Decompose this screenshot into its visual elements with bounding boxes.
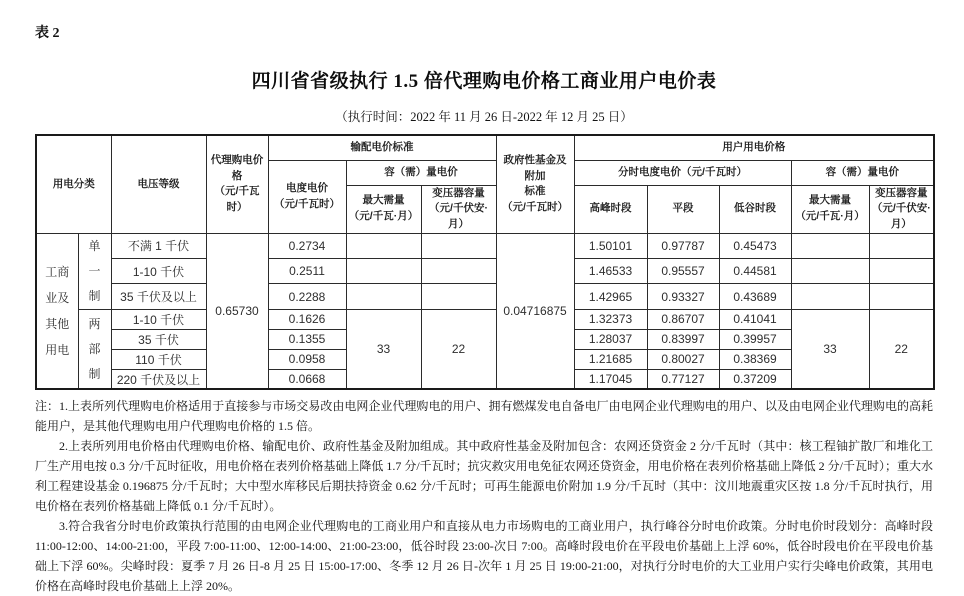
electricity-price-table [35, 134, 935, 390]
flat-price-cell: 0.80027 [647, 349, 719, 369]
header-max-demand-user-line1: 最大需量 [809, 194, 852, 207]
valley-price-cell: 0.43689 [719, 284, 791, 309]
page-title: 四川省省级执行 1.5 倍代理购电价格工商业用户电价表 [251, 71, 717, 92]
flat-price-cell: 0.93327 [647, 284, 719, 309]
header-max-demand-user-line2: （元/千瓦·月） [795, 210, 865, 223]
header-flat-period: 平段 [647, 185, 719, 233]
gov-fund-cell: 0.04716875 [496, 233, 574, 389]
notes-section [35, 396, 933, 596]
table-row-2 [36, 259, 934, 284]
empty-max-demand-cell [346, 233, 421, 258]
voltage-cell: 35 千伏及以上 [111, 284, 206, 309]
header-user-price-group: 用户用电价格 [574, 135, 934, 160]
header-transformer-user-line1: 变压器容量 [875, 186, 928, 199]
header-usage-category: 用电分类 [36, 135, 111, 233]
two-part-system-cell [78, 309, 111, 389]
header-row-1 [36, 135, 934, 160]
energy-price-cell: 0.1626 [268, 309, 346, 329]
peak-price-cell: 1.42965 [574, 284, 647, 309]
header-energy-price-line1: 电度电价 [286, 181, 328, 194]
peak-price-cell: 1.32373 [574, 309, 647, 329]
valley-price-cell: 0.39957 [719, 329, 791, 349]
empty-transformer-cell [421, 259, 496, 284]
table-header [36, 135, 934, 233]
energy-price-cell: 0.2734 [268, 233, 346, 258]
header-gov-fund-line1: 政府性基金及附加 [503, 153, 567, 182]
header-max-demand-line2: （元/千瓦·月） [348, 210, 419, 223]
category-text: 工商业及其他用电 [45, 265, 70, 357]
empty-transformer-cell [421, 233, 496, 258]
header-transformer-user-line2: （元/千伏安·月） [871, 202, 931, 230]
header-max-demand-line1: 最大需量 [362, 194, 405, 207]
header-capacity-group-transmission: 容（需）量电价 [346, 160, 496, 185]
single-system-text: 单一制 [88, 238, 101, 303]
header-capacity-group-user: 容（需）量电价 [791, 160, 934, 185]
header-gov-fund-line2: 标准 [524, 185, 546, 198]
header-agency-price-line2: （元/千瓦时） [214, 185, 260, 214]
empty-user-max-demand-cell [791, 233, 869, 258]
header-agency-price-line1: 代理购电价格 [210, 153, 264, 182]
peak-price-cell: 1.21685 [574, 349, 647, 369]
header-transformer-user [869, 185, 934, 233]
empty-max-demand-cell [346, 284, 421, 309]
single-system-cell [78, 233, 111, 309]
header-energy-price [268, 160, 346, 233]
header-transmission-group: 输配电价标准 [268, 135, 496, 160]
header-gov-fund [496, 135, 574, 233]
empty-max-demand-cell [346, 259, 421, 284]
voltage-cell: 1-10 千伏 [111, 259, 206, 284]
voltage-cell: 220 千伏及以上 [111, 369, 206, 389]
empty-user-transformer-cell [869, 233, 934, 258]
category-cell [36, 233, 78, 389]
header-max-demand-user [791, 185, 869, 233]
header-gov-fund-line3: （元/千瓦时） [502, 201, 568, 214]
note-1: 注：1.上表所列代理购电价格适用于直接参与市场交易改由电网企业代理购电的用户、拥有燃煤发电自备电厂由电网企业代理购电的用户、以及由电网企业代理购电的高耗能用户，是其他代理购电用户代理购电价格的 1.5 倍。 [35, 399, 933, 434]
flat-price-cell: 0.86707 [647, 309, 719, 329]
voltage-cell: 不满 1 千伏 [111, 233, 206, 258]
transmission-transformer-cell: 22 [421, 309, 496, 389]
valley-price-cell: 0.37209 [719, 369, 791, 389]
peak-price-cell: 1.46533 [574, 259, 647, 284]
valley-price-cell: 0.44581 [719, 259, 791, 284]
energy-price-cell: 0.2511 [268, 259, 346, 284]
header-max-demand-transmission [346, 185, 421, 233]
header-agency-price [206, 135, 268, 233]
note-2: 2.上表所列用电价格由代理购电价格、输配电价、政府性基金及附加组成。其中政府性基金及附加包含：农网还贷资金 2 分/千瓦时（其中：核工程铀扩散厂和堆化工厂生产用电按 0.3 分/千瓦时征收，用电价格在表列价格基础上降低 1.7 分/千瓦时；抗灾救灾用电免征农网还贷资金，用电价格在表列价格基础上降低 2 分/千瓦时）；重大水利工程建设基金 0.196875 分/千瓦时；大中型水库移民后期扶持资金 0.62 分/千瓦时；可再生能源电价附加 1.9 分/千瓦时（其中：汶川地震重灾区按 1.8 分/千瓦时执行，用电价格在表列价格基础上降低 0.1 分/千瓦时）。 [35, 439, 934, 514]
table-row-3 [36, 284, 934, 309]
voltage-cell: 110 千伏 [111, 349, 206, 369]
empty-transformer-cell [421, 284, 496, 309]
energy-price-cell: 0.2288 [268, 284, 346, 309]
transmission-max-demand-cell: 33 [346, 309, 421, 389]
flat-price-cell: 0.83997 [647, 329, 719, 349]
header-tou-group: 分时电度电价（元/千瓦时） [574, 160, 791, 185]
table-body [36, 233, 934, 389]
header-peak-period: 高峰时段 [574, 185, 647, 233]
header-transformer-line1: 变压器容量 [432, 186, 485, 199]
header-voltage-level: 电压等级 [111, 135, 206, 233]
voltage-cell: 1-10 千伏 [111, 309, 206, 329]
empty-user-transformer-cell [869, 284, 934, 309]
flat-price-cell: 0.77127 [647, 369, 719, 389]
header-energy-price-line2: （元/千瓦时） [274, 197, 340, 210]
energy-price-cell: 0.0958 [268, 349, 346, 369]
valley-price-cell: 0.41041 [719, 309, 791, 329]
note-3: 3.符合我省分时电价政策执行范围的由电网企业代理购电的工商业用户和直接从电力市场购电的工商业用户，执行峰谷分时电价政策。分时电价时段划分：高峰时段 11:00-12:00、14:00-21:00，平段 7:00-11:00、12:00-14:00、21:00-23:00，低谷时段 23:00-次日 7:00。高峰时段电价在平段电价基础上上浮 60%，低谷时段电价在平段电价基础上下浮 60%。尖峰时段：夏季 7 月 26 日-8 月 25 日 15:00-17:00、冬季 12 月 26 日-次年 1 月 25 日 19:00-21:00，对执行分时电价的大工业用户实行尖峰电价政策，其用电价格在高峰时段电价基础上上浮 20%。 [35, 519, 933, 594]
user-transformer-cell: 22 [869, 309, 934, 389]
user-max-demand-cell: 33 [791, 309, 869, 389]
flat-price-cell: 0.97787 [647, 233, 719, 258]
valley-price-cell: 0.45473 [719, 233, 791, 258]
execution-period-subtitle: （执行时间：2022 年 11 月 26 日-2022 年 12 月 25 日） [335, 110, 633, 124]
voltage-cell: 35 千伏 [111, 329, 206, 349]
empty-user-max-demand-cell [791, 259, 869, 284]
valley-price-cell: 0.38369 [719, 349, 791, 369]
header-transformer-line2: （元/千伏安·月） [429, 202, 488, 230]
header-valley-period: 低谷时段 [719, 185, 791, 233]
empty-user-max-demand-cell [791, 284, 869, 309]
energy-price-cell: 0.0668 [268, 369, 346, 389]
table-row-1 [36, 233, 934, 258]
peak-price-cell: 1.17045 [574, 369, 647, 389]
energy-price-cell: 0.1355 [268, 329, 346, 349]
flat-price-cell: 0.95557 [647, 259, 719, 284]
peak-price-cell: 1.28037 [574, 329, 647, 349]
table-label: 表 2 [35, 26, 60, 41]
empty-user-transformer-cell [869, 259, 934, 284]
two-part-system-text: 两部制 [88, 316, 101, 381]
agency-price-cell: 0.65730 [206, 233, 268, 389]
table-row-4 [36, 309, 934, 329]
header-transformer-transmission [421, 185, 496, 233]
peak-price-cell: 1.50101 [574, 233, 647, 258]
